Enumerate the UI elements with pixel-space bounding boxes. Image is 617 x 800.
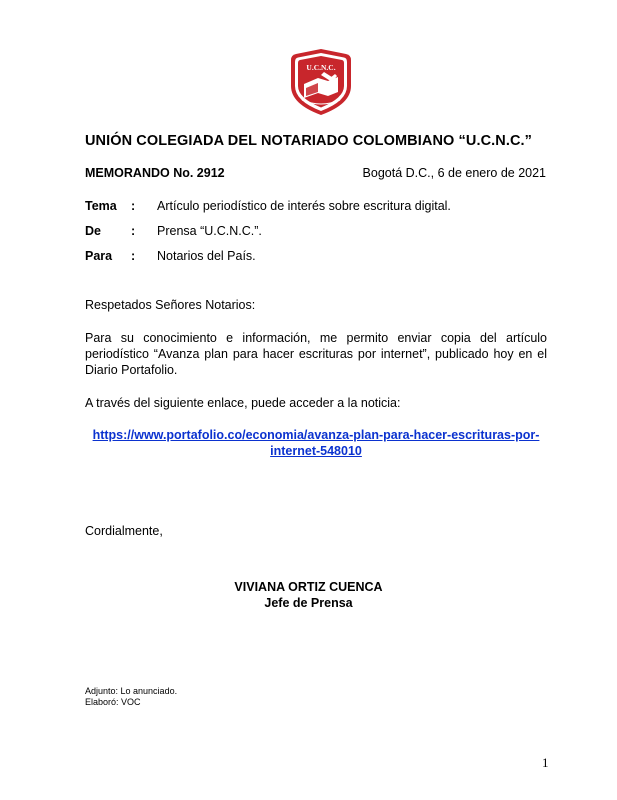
header-label-para: Para: [85, 249, 113, 263]
header-colon: :: [131, 199, 136, 213]
header-colon: :: [131, 224, 136, 238]
header-value-tema: Artículo periodístico de interés sobre escritura digital.: [157, 199, 451, 213]
prepared-by-note: Elaboró: VOC: [85, 697, 141, 707]
page-number: 1: [542, 755, 549, 770]
body-paragraph-2: A través del siguiente enlace, puede acceder a la noticia:: [85, 396, 401, 410]
news-link[interactable]: https://www.portafolio.co/economia/avanza-plan-para-hacer-escrituras-por- internet-548010: [92, 428, 540, 458]
closing: Cordialmente,: [85, 524, 163, 538]
body-paragraph-1: Para su conocimiento e información, me permito enviar copia del artículo periodístico “Avanza plan para hacer escrituras por internet”, publicado hoy en el Diario Portafolio.: [85, 331, 547, 377]
header-label-tema: Tema: [85, 199, 117, 213]
header-value-para: Notarios del País.: [157, 249, 256, 263]
memo-number: MEMORANDO No. 2912: [85, 166, 225, 180]
news-link-container: [85, 427, 547, 459]
attachment-note: Adjunto: Lo anunciado.: [85, 686, 178, 696]
header-value-de: Prensa “U.C.N.C.”.: [157, 224, 262, 238]
svg-text:U.C.N.C.: U.C.N.C.: [306, 63, 336, 72]
memo-date: Bogotá D.C., 6 de enero de 2021: [362, 166, 546, 180]
document-title: UNIÓN COLEGIADA DEL NOTARIADO COLOMBIANO “U.C.N.C.”: [84, 133, 533, 149]
ucnc-logo-icon: [288, 48, 354, 116]
greeting: Respetados Señores Notarios:: [85, 298, 256, 312]
header-colon: :: [131, 249, 136, 263]
header-label-de: De: [85, 224, 101, 238]
signature-name: VIVIANA ORTIZ CUENCA: [234, 580, 383, 594]
signature-role: Jefe de Prensa: [264, 596, 353, 610]
